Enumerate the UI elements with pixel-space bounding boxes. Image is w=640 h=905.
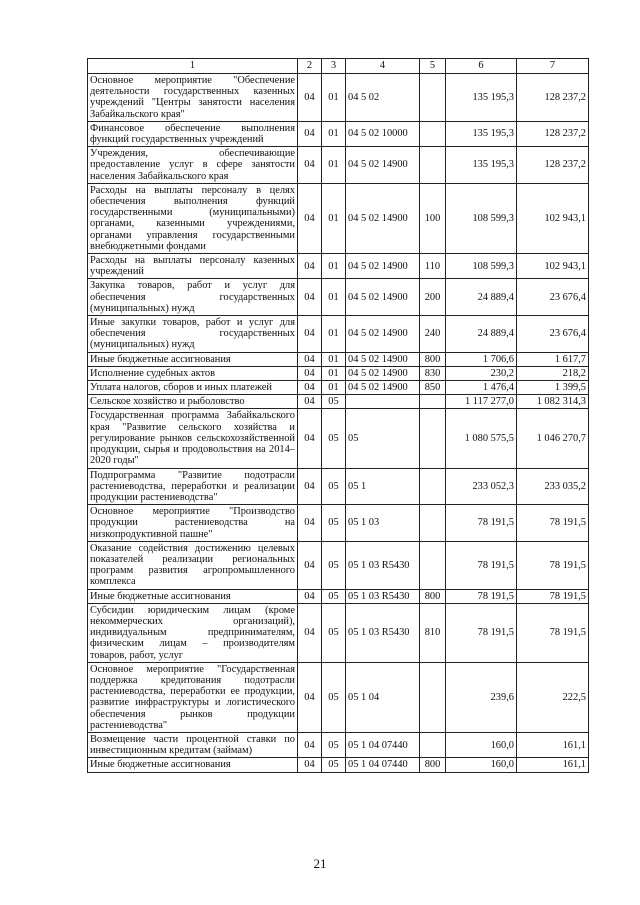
expense-name-cell: Иные закупки товаров, работ и услуг для обеспечения государственных (муниципальных) нужд [88, 316, 298, 353]
expense-type-cell: 800 [420, 352, 446, 366]
subsection-code-cell: 05 [322, 541, 346, 589]
subsection-code-cell: 05 [322, 505, 346, 542]
table-row [88, 505, 589, 542]
target-article-cell: 04 5 02 10000 [346, 121, 420, 146]
amount-year-1-cell: 78 191,5 [446, 603, 517, 662]
expense-type-cell: 200 [420, 279, 446, 316]
amount-year-1-cell: 78 191,5 [446, 541, 517, 589]
table-row [88, 758, 589, 772]
table-row [88, 279, 589, 316]
amount-year-1-cell: 1 117 277,0 [446, 395, 517, 409]
subsection-code-cell: 05 [322, 589, 346, 603]
target-article-cell: 05 1 04 07440 [346, 758, 420, 772]
target-article-cell: 04 5 02 14900 [346, 183, 420, 253]
target-article-cell: 04 5 02 14900 [346, 366, 420, 380]
column-header: 4 [346, 59, 420, 74]
amount-year-2-cell: 1 617,7 [517, 352, 589, 366]
amount-year-1-cell: 108 599,3 [446, 254, 517, 279]
section-code-cell: 04 [298, 603, 322, 662]
amount-year-2-cell: 218,2 [517, 366, 589, 380]
table-row [88, 603, 589, 662]
expense-name-cell: Субсидии юридическим лицам (кроме некоммерческих организаций), индивидуальным предпринимателям, физическим лицам – производителям товаров, работ, услуг [88, 603, 298, 662]
subsection-code-cell: 01 [322, 183, 346, 253]
amount-year-2-cell: 233 035,2 [517, 468, 589, 505]
column-header: 3 [322, 59, 346, 74]
amount-year-1-cell: 233 052,3 [446, 468, 517, 505]
table-row [88, 183, 589, 253]
target-article-cell: 04 5 02 14900 [346, 381, 420, 395]
target-article-cell: 04 5 02 14900 [346, 352, 420, 366]
subsection-code-cell: 01 [322, 147, 346, 184]
expense-name-cell: Подпрограмма "Развитие подотрасли растениеводства, переработки и реализации продукции растениеводства" [88, 468, 298, 505]
amount-year-1-cell: 1 476,4 [446, 381, 517, 395]
amount-year-1-cell: 160,0 [446, 732, 517, 757]
subsection-code-cell: 05 [322, 409, 346, 468]
section-code-cell: 04 [298, 279, 322, 316]
amount-year-2-cell: 78 191,5 [517, 541, 589, 589]
expense-type-cell: 810 [420, 603, 446, 662]
expense-name-cell: Закупка товаров, работ и услуг для обеспечения государственных (муниципальных) нужд [88, 279, 298, 316]
expense-name-cell: Учреждения, обеспечивающие предоставление услуг в сфере занятости населения Забайкальского края [88, 147, 298, 184]
section-code-cell: 04 [298, 468, 322, 505]
column-header: 2 [298, 59, 322, 74]
page-number: 21 [313, 856, 327, 871]
subsection-code-cell: 05 [322, 758, 346, 772]
target-article-cell: 05 [346, 409, 420, 468]
expense-type-cell [420, 409, 446, 468]
target-article-cell: 05 1 03 R5430 [346, 541, 420, 589]
section-code-cell: 04 [298, 732, 322, 757]
section-code-cell: 04 [298, 254, 322, 279]
table-row [88, 541, 589, 589]
expense-name-cell: Финансовое обеспечение выполнения функций государственных учреждений [88, 121, 298, 146]
subsection-code-cell: 05 [322, 468, 346, 505]
expense-type-cell [420, 468, 446, 505]
amount-year-1-cell: 24 889,4 [446, 316, 517, 353]
section-code-cell: 04 [298, 366, 322, 380]
expense-type-cell: 830 [420, 366, 446, 380]
budget-table [87, 58, 589, 773]
subsection-code-cell: 01 [322, 254, 346, 279]
section-code-cell: 04 [298, 147, 322, 184]
amount-year-2-cell: 128 237,2 [517, 121, 589, 146]
section-code-cell: 04 [298, 409, 322, 468]
table-row [88, 121, 589, 146]
table-row [88, 316, 589, 353]
section-code-cell: 04 [298, 352, 322, 366]
section-code-cell: 04 [298, 662, 322, 732]
subsection-code-cell: 01 [322, 74, 346, 122]
amount-year-1-cell: 24 889,4 [446, 279, 517, 316]
amount-year-1-cell: 78 191,5 [446, 505, 517, 542]
target-article-cell: 04 5 02 14900 [346, 254, 420, 279]
subsection-code-cell: 05 [322, 603, 346, 662]
target-article-cell: 05 1 [346, 468, 420, 505]
amount-year-2-cell: 128 237,2 [517, 147, 589, 184]
amount-year-2-cell: 1 082 314,3 [517, 395, 589, 409]
table-row [88, 409, 589, 468]
target-article-cell [346, 395, 420, 409]
subsection-code-cell: 01 [322, 352, 346, 366]
table-row [88, 395, 589, 409]
table-row [88, 366, 589, 380]
expense-name-cell: Иные бюджетные ассигнования [88, 589, 298, 603]
amount-year-2-cell: 78 191,5 [517, 603, 589, 662]
amount-year-1-cell: 230,2 [446, 366, 517, 380]
subsection-code-cell: 01 [322, 121, 346, 146]
amount-year-2-cell: 102 943,1 [517, 183, 589, 253]
expense-name-cell: Основное мероприятие "Производство продукции растениеводства на низкопродуктивной пашне" [88, 505, 298, 542]
section-code-cell: 04 [298, 74, 322, 122]
amount-year-2-cell: 1 399,5 [517, 381, 589, 395]
expense-type-cell [420, 541, 446, 589]
table-row [88, 662, 589, 732]
column-header: 5 [420, 59, 446, 74]
expense-type-cell: 110 [420, 254, 446, 279]
section-code-cell: 04 [298, 589, 322, 603]
target-article-cell: 04 5 02 [346, 74, 420, 122]
target-article-cell: 04 5 02 14900 [346, 147, 420, 184]
target-article-cell: 04 5 02 14900 [346, 279, 420, 316]
expense-name-cell: Исполнение судебных актов [88, 366, 298, 380]
expense-type-cell [420, 732, 446, 757]
expense-name-cell: Государственная программа Забайкальского края "Развитие сельского хозяйства и регулирование рынков сельскохозяйственной продукции, сырья и продовольствия на 2014–2020 годы" [88, 409, 298, 468]
expense-name-cell: Расходы на выплаты персоналу казенных учреждений [88, 254, 298, 279]
table-row [88, 732, 589, 757]
amount-year-1-cell: 78 191,5 [446, 589, 517, 603]
amount-year-2-cell: 1 046 270,7 [517, 409, 589, 468]
amount-year-1-cell: 135 195,3 [446, 74, 517, 122]
expense-name-cell: Иные бюджетные ассигнования [88, 352, 298, 366]
expense-name-cell: Иные бюджетные ассигнования [88, 758, 298, 772]
subsection-code-cell: 01 [322, 381, 346, 395]
subsection-code-cell: 01 [322, 366, 346, 380]
expense-name-cell: Сельское хозяйство и рыболовство [88, 395, 298, 409]
amount-year-2-cell: 161,1 [517, 732, 589, 757]
section-code-cell: 04 [298, 395, 322, 409]
table-row [88, 468, 589, 505]
subsection-code-cell: 01 [322, 279, 346, 316]
expense-type-cell [420, 662, 446, 732]
column-header: 7 [517, 59, 589, 74]
amount-year-2-cell: 78 191,5 [517, 589, 589, 603]
section-code-cell: 04 [298, 541, 322, 589]
expense-type-cell [420, 121, 446, 146]
amount-year-1-cell: 1 706,6 [446, 352, 517, 366]
amount-year-1-cell: 1 080 575,5 [446, 409, 517, 468]
expense-type-cell: 100 [420, 183, 446, 253]
amount-year-2-cell: 102 943,1 [517, 254, 589, 279]
target-article-cell: 04 5 02 14900 [346, 316, 420, 353]
amount-year-2-cell: 23 676,4 [517, 316, 589, 353]
amount-year-2-cell: 78 191,5 [517, 505, 589, 542]
expense-type-cell [420, 74, 446, 122]
amount-year-1-cell: 239,6 [446, 662, 517, 732]
section-code-cell: 04 [298, 381, 322, 395]
expense-type-cell: 800 [420, 589, 446, 603]
amount-year-2-cell: 23 676,4 [517, 279, 589, 316]
expense-type-cell [420, 395, 446, 409]
expense-name-cell: Возмещение части процентной ставки по инвестиционным кредитам (займам) [88, 732, 298, 757]
amount-year-1-cell: 108 599,3 [446, 183, 517, 253]
expense-name-cell: Расходы на выплаты персоналу в целях обеспечения выполнения функций государственными (муниципальными) органами, казенными учреждениями, органами управления государственными внебюджетными фондами [88, 183, 298, 253]
section-code-cell: 04 [298, 505, 322, 542]
subsection-code-cell: 05 [322, 395, 346, 409]
target-article-cell: 05 1 04 [346, 662, 420, 732]
table-header-row [88, 59, 589, 74]
amount-year-1-cell: 160,0 [446, 758, 517, 772]
target-article-cell: 05 1 03 R5430 [346, 603, 420, 662]
subsection-code-cell: 01 [322, 316, 346, 353]
amount-year-2-cell: 161,1 [517, 758, 589, 772]
column-header: 6 [446, 59, 517, 74]
table-row [88, 381, 589, 395]
expense-type-cell: 850 [420, 381, 446, 395]
expense-name-cell: Основное мероприятие "Государственная поддержка кредитования подотрасли растениеводства, переработки ее продукции, развитие инфраструктуры и логистического обеспечения рынков продукции растениеводства" [88, 662, 298, 732]
section-code-cell: 04 [298, 121, 322, 146]
target-article-cell: 05 1 03 R5430 [346, 589, 420, 603]
table-row [88, 352, 589, 366]
expense-type-cell: 800 [420, 758, 446, 772]
table-row [88, 254, 589, 279]
expense-name-cell: Уплата налогов, сборов и иных платежей [88, 381, 298, 395]
table-row [88, 589, 589, 603]
amount-year-1-cell: 135 195,3 [446, 147, 517, 184]
subsection-code-cell: 05 [322, 662, 346, 732]
target-article-cell: 05 1 04 07440 [346, 732, 420, 757]
expense-name-cell: Оказание содействия достижению целевых показателей реализации региональных программ развития агропромышленного комплекса [88, 541, 298, 589]
expense-type-cell [420, 505, 446, 542]
target-article-cell: 05 1 03 [346, 505, 420, 542]
section-code-cell: 04 [298, 758, 322, 772]
amount-year-1-cell: 135 195,3 [446, 121, 517, 146]
section-code-cell: 04 [298, 183, 322, 253]
column-header: 1 [88, 59, 298, 74]
table-row [88, 74, 589, 122]
expense-type-cell [420, 147, 446, 184]
subsection-code-cell: 05 [322, 732, 346, 757]
section-code-cell: 04 [298, 316, 322, 353]
table-row [88, 147, 589, 184]
expense-name-cell: Основное мероприятие "Обеспечение деятельности государственных казенных учреждений "Центры занятости населения Забайкальского края" [88, 74, 298, 122]
expense-type-cell: 240 [420, 316, 446, 353]
amount-year-2-cell: 128 237,2 [517, 74, 589, 122]
amount-year-2-cell: 222,5 [517, 662, 589, 732]
